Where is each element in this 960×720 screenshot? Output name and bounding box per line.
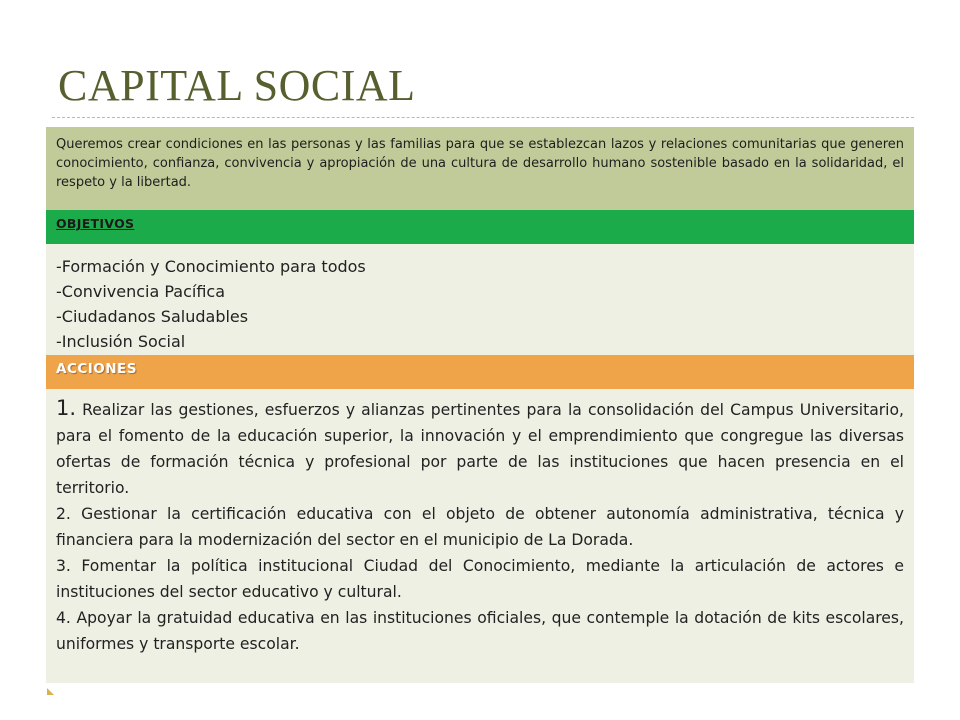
objetivos-list bbox=[46, 244, 914, 355]
accion-text: Fomentar la política institucional Ciudad del Conocimiento, mediante la articulación de actores e instituciones del sector educativo y cultural. bbox=[56, 557, 904, 601]
accion-number: 4. bbox=[56, 609, 71, 627]
objetivo-item: -Convivencia Pacífica bbox=[56, 282, 226, 301]
objetivos-header: OBJETIVOS bbox=[46, 210, 914, 244]
accion-number: 2. bbox=[56, 505, 71, 523]
accion-item bbox=[56, 395, 904, 501]
objetivo-item: -Ciudadanos Saludables bbox=[56, 307, 249, 326]
accion-text: Realizar las gestiones, esfuerzos y alianzas pertinentes para la consolidación del Campus Universitario, para el fomento de la educación superior, la innovación y el emprendimiento que congregue las diversas ofertas de formación técnica y profesional por parte de las instituciones que hacen presencia en el territorio. bbox=[56, 401, 904, 497]
accion-text: Apoyar la gratuidad educativa en las instituciones oficiales, que contemple la dotación de kits escolares, uniformes y transporte escolar. bbox=[56, 609, 904, 653]
accion-item bbox=[56, 501, 904, 553]
acciones-list bbox=[46, 389, 914, 683]
acciones-header: ACCIONES bbox=[46, 355, 914, 389]
accion-number: 1. bbox=[56, 396, 77, 420]
accion-number: 3. bbox=[56, 557, 71, 575]
corner-triangle-icon bbox=[47, 688, 54, 695]
accion-item bbox=[56, 553, 904, 605]
objetivo-item: -Inclusión Social bbox=[56, 332, 186, 351]
title-divider bbox=[52, 117, 914, 118]
slide-title: CAPITAL SOCIAL bbox=[58, 61, 416, 110]
accion-item bbox=[56, 605, 904, 657]
intro-text: Queremos crear condiciones en las personas y las familias para que se establezcan lazos y relaciones comunitarias que generen conocimiento, confianza, convivencia y apropiación de una cultura de desarrollo humano sostenible basado en la solidaridad, el respeto y la libertad. bbox=[46, 127, 914, 210]
accion-text: Gestionar la certificación educativa con el objeto de obtener autonomía administrativa, técnica y financiera para la modernización del sector en el municipio de La Dorada. bbox=[56, 505, 904, 549]
content-table bbox=[46, 127, 914, 683]
objetivo-item: -Formación y Conocimiento para todos bbox=[56, 257, 366, 276]
